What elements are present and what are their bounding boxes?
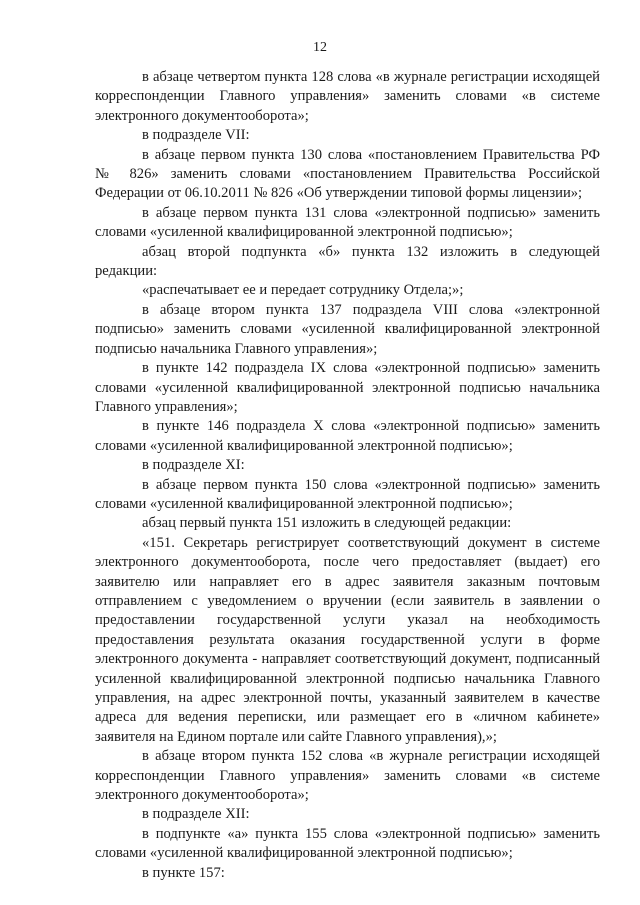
paragraph: в подразделе XII: [142,806,250,823]
paragraph: в подразделе XI: [142,457,245,474]
paragraph: абзац второй подпункта «б» пункта 132 изложить в следующей редакции: [95,243,600,280]
paragraph: в пункте 146 подраздела X слова «электронной подписью» заменить словами «усиленной квалифицированной электронной подписью»; [95,418,600,454]
paragraph: в пункте 142 подраздела IX слова «электронной подписью» заменить словами «усиленной квалифицированной электронной подписью начальника Главного управления»; [95,360,600,415]
paragraph: в подпункте «а» пункта 155 слова «электронной подписью» заменить словами «усиленной квалифицированной электронной подписью»; [95,825,600,862]
paragraph: в абзаце первом пункта 130 слова «постановлением Правительства РФ № 826» заменить словами «постановлением Правительства Российской Федерации от 06.10.2011 № 826 «Об утверждении типовой формы лицензии»; [95,146,600,202]
paragraph: в подразделе VII: [142,127,250,144]
paragraph: в абзаце втором пункта 137 подраздела VIII слова «электронной подписью» заменить словами «усиленной квалифицированной электронной подписью начальника Главного управления»; [95,301,600,357]
paragraph: в пункте 157: [142,864,225,881]
paragraph: в абзаце первом пункта 150 слова «электронной подписью» заменить словами «усиленной квалифицированной электронной подписью»; [95,476,600,512]
paragraph: в абзаце четвертом пункта 128 слова «в журнале регистрации исходящей корреспонденции Главного управления» заменить словами «в системе электронного документооборота»; [95,69,600,124]
paragraph: абзац первый пункта 151 изложить в следующей редакции: [142,515,512,532]
document-body [95,68,600,883]
page-number: 12 [313,40,327,55]
paragraph: в абзаце втором пункта 152 слова «в журнале регистрации исходящей корреспонденции Главного управления» заменить словами «в системе электронного документооборота»; [95,748,600,804]
paragraph: «распечатывает ее и передает сотруднику Отдела;»; [142,282,464,299]
paragraph: в абзаце первом пункта 131 слова «электронной подписью» заменить словами «усиленной квалифицированной электронной подписью»; [95,204,600,241]
paragraph: «151. Секретарь регистрирует соответствующий документ в системе электронного документооборота, после чего предоставляет (выдает) его заявителю или направляет его в адрес заявителя заказным почтовым отправлением с уведомлением о вручении (если заявитель в заявлении о предоставлении государственной услуги указал на необходимость предоставления результата оказания государственной услуги в форме электронного документа - направляет соответствующий документ, подписанный усиленной квалифицированной электронной подписью начальника Главного управления, на адрес электронной почты, указанный заявителем в качестве адреса для ведения переписки, или размещает его в «личном кабинете» заявителя на Едином портале или сайте Главного управления),»; [95,534,600,745]
